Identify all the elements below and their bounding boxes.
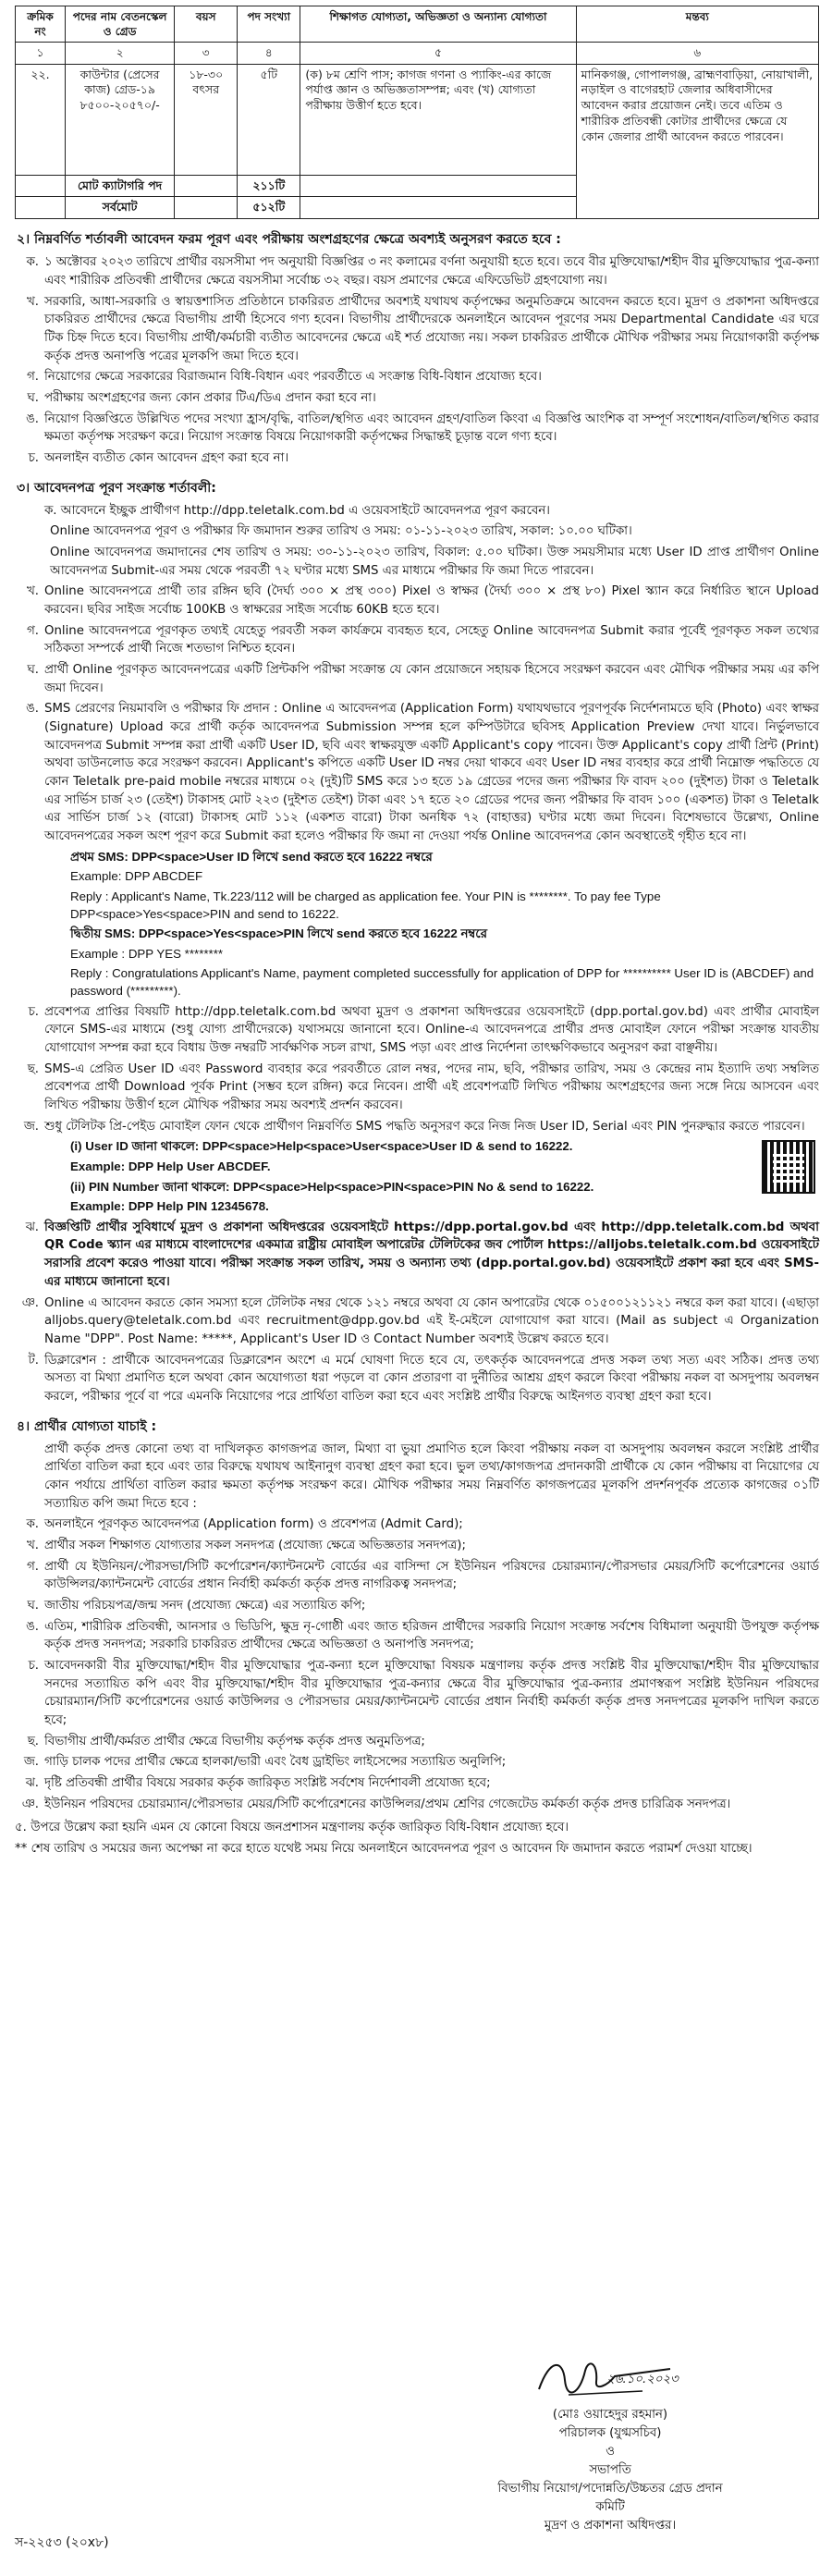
list-item <box>15 449 819 468</box>
item-text: ১ অক্টোবর ২০২৩ তারিখে প্রার্থীর বয়সসীমা পদ অনুযায়ী বিজ্ঞপ্তির ৩ নং কলামের বর্ণনা অনুযায়ী হতে হবে। তবে বীর মুক্তিযোদ্ধা/শহীদ বীর মুক্তিযোদ্ধার পুত্র-কন্যা এবং শারীরিক প্রতিবন্ধী প্রার্থীদের ক্ষেত্রে বয়সসীমা সর্বোচ্চ ৩২ বছর। বয়স প্রমাণের ক্ষেত্রে এফিডেভিট গ্রহণযোগ্য নয়। <box>44 255 819 288</box>
sub-item <box>50 544 819 580</box>
header-post: পদের নাম বেতনস্কেল ও গ্রেড <box>66 6 175 43</box>
item-text: আবেদনকারী বীর মুক্তিযোদ্ধা/শহীদ বীর মুক্তিযোদ্ধার পুত্র-কন্যা হলে মুক্তিযোদ্ধা বিষয়ক মন্ত্রণালয় কর্তৃক প্রদত্ত সংশ্লিষ্ট বীর মুক্তিযোদ্ধা/শহীদ বীর মুক্তিযোদ্ধার সনদের সত্যায়িত কপি এবং বীর মুক্তিযোদ্ধা/শহীদ বীর মুক্তিযোদ্ধার পুত্র-কন্যার ক্ষেত্রে বীর মুক্তিযোদ্ধার পুত্র-কন্যার প্রমাণস্বরূপ সংশ্লিষ্ট ইউনিয়ন পরিষদের চেয়ারম্যান/সিটি কর্পোরেশনের ওয়ার্ড কাউন্সিলর ও পৌরসভার মেয়র/ক্যান্টনমেন্ট বোর্ডের প্রধান নির্বাহী কর্মকর্তা কর্তৃক প্রদত্ত সনদপত্রের মূলকপি দাখিল করতে হবে; <box>44 1658 819 1727</box>
item-text: প্রার্থী যে ইউনিয়ন/পৌরসভা/সিটি কর্পোরেশন/ক্যান্টনমেন্ট বোর্ডের এর বাসিন্দা সে ইউনিয়ন পরিষদের চেয়ারম্যান/পৌরসভার মেয়র/সিটি কর্পোরেশনের ওয়ার্ড কাউন্সিলর/ক্যান্টনমেন্ট বোর্ডের প্রধান নির্বাহী কর্মকর্তা কর্তৃক প্রদত্ত নাগরিকত্ব সনদপত্র; <box>44 1559 819 1592</box>
sms2-label: দ্বিতীয় SMS: DPP<space>Yes<space>PIN লিখে send করতে হবে 16222 নম্বরে <box>70 926 487 941</box>
item-marker: খ. <box>27 294 39 309</box>
list-item <box>15 700 819 845</box>
deadline-note <box>15 1840 819 1858</box>
item-marker: ক. <box>26 1517 39 1532</box>
list-item <box>15 1618 819 1654</box>
item-text: এতিম, শারীরিক প্রতিবন্ধী, আনসার ও ভিডিপি, ক্ষুদ্র নৃ-গোষ্ঠী এবং জাত হরিজন প্রার্থীদের সরকারি নিয়োগ সংক্রান্ত সর্বশেষ বিধিমালা অনুযায়ী উপযুক্ত কর্তৃপক্ষ কর্তৃক প্রদত্ত সনদপত্র; সরকারি চাকরিরত প্রার্থীদের ক্ষেত্রে অভিজ্ঞতা ও অনাপত্তি সনদপত্র; <box>44 1619 819 1652</box>
item-marker: জ. <box>23 1119 39 1134</box>
apply-intro: ক. আবেদনে ইচ্ছুক প্রার্থীগণ http://dpp.teletalk.com.bd এ ওয়েবসাইটে আবেদনপত্র পূরণ করবেন। <box>44 503 550 518</box>
sms2-example: Example : DPP YES ******** <box>70 946 224 961</box>
item-marker: ঞ. <box>21 1295 39 1310</box>
item-marker: ঞ. <box>21 1797 39 1811</box>
item-marker: খ. <box>27 584 39 599</box>
section-2-list <box>15 253 819 467</box>
list-item <box>15 1753 819 1772</box>
col-number: ২ <box>66 43 175 64</box>
item-text: অনলাইনে পূরণকৃত আবেদনপত্র (Application form) ও প্রবেশপত্র (Admit Card); <box>44 1517 463 1532</box>
item-marker: ঘ. <box>27 391 39 406</box>
footer-code: স-২২৫৩ (২০x৮) <box>15 2535 109 2550</box>
signatory-committee: বিভাগীয় নিয়োগ/পদোন্নতি/উচ্চতর গ্রেড প্রদান কমিটি <box>497 2481 723 2514</box>
item-marker: জ. <box>23 1755 39 1770</box>
item-marker: চ. <box>28 451 39 466</box>
section-5 <box>15 1819 819 1837</box>
item-marker: ছ. <box>27 1061 39 1076</box>
apply-start: Online আবেদনপত্র পূরণ ও পরীক্ষার ফি জমাদান শুরুর তারিখ ও সময়: ০১-১১-২০২৩ তারিখ, সকাল: ১০.০০ ঘটিকা। <box>50 524 632 539</box>
section-3-title: ৩। আবেদনপত্র পূরণ সংক্রান্ত শর্তাবলী: <box>17 480 216 496</box>
item-marker: চ. <box>28 1658 39 1673</box>
row-count: ৫টি <box>238 64 300 175</box>
sms1-example: Example: DPP ABCDEF <box>70 869 203 884</box>
table-header-row <box>16 6 819 43</box>
list-item <box>15 1219 819 1292</box>
item-text: ৫. উপরে উল্লেখ করা হয়নি এমন যে কোনো বিষয়ে জনপ্রশাসন মন্ত্রণালয় কর্তৃক জারিকৃত বিধি-বিধান প্রযোজ্য হবে। <box>15 1821 569 1835</box>
item-text: ডিক্লারেশন : প্রার্থীকে আবেদনপত্রের ডিক্লারেশন অংশে এ মর্মে ঘোষণা দিতে হবে যে, তৎকর্তৃক আবেদনপত্রে প্রদত্ত সকল তথ্য সত্য এবং সঠিক। প্রদত্ত তথ্য অসত্য বা মিথ্যা প্রমাণিত হলে অথবা কোন অযোগ্যতা ধরা পড়লে বা কোন প্রতারণা বা দুর্নীতির আশ্রয় গ্রহণ করলে কিংবা পরীক্ষায় নকল বা অসদুপায় অবলম্বন করলে, পরীক্ষার পূর্বে বা পরে এমনকি নিয়োগের পরে প্রার্থিতা বাতিল করা হবে এবং সংশ্লিষ্ট প্রার্থীর বিরুদ্ধে আইনগত ব্যবস্থা গ্রহণ করা হবে। <box>44 1353 819 1404</box>
item-text: Online আবেদনপত্রে প্রার্থী তার রঙ্গিন ছবি (দৈর্ঘ্য ৩০০ × প্রস্থ ৩০০) Pixel ও স্বাক্ষর (দৈর্ঘ্য ৩০০ × প্রস্থ ৮০) Pixel স্ক্যান করে নির্ধারিত স্থানে Upload করবেন। ছবির সাইজ সর্বোচ্চ 100KB ও স্বাক্ষরের সাইজ সর্বোচ্চ 60KB হতে হবে। <box>44 584 819 618</box>
item-text: প্রার্থীর সকল শিক্ষাগত যোগ্যতার সকল সনদপত্র (প্রযোজ্য ক্ষেত্রে অভিজ্ঞতার সনদপত্র); <box>44 1538 466 1552</box>
list-item <box>15 411 819 447</box>
item-text: জাতীয় পরিচয়পত্র/জন্ম সনদ (প্রযোজ্য ক্ষেত্রে) এর সত্যায়িত কপি; <box>44 1598 366 1613</box>
item-text: SMS-এ প্রেরিত User ID এবং Password ব্যবহার করে পরবর্তীতে রোল নম্বর, পদের নাম, ছবি, পরীক্ষার তারিখ, সময় ও কেন্দ্রের নাম ইত্যাদি তথ্য সম্বলিত প্রবেশপত্র প্রার্থী Download পূর্বক Print (সম্ভব হলে রঙ্গিন) করে নিবেন। প্রার্থী এই প্রবেশপত্রটি লিখিত পরীক্ষায় অংশগ্রহণের জন্য সঙ্গে নিয়ে আসবেন এবং লিখিত পরীক্ষায় উত্তীর্ণ হলে মৌখিক পরীক্ষার সময় অবশ্যই প্রদর্শন করবেন। <box>44 1061 819 1113</box>
row-serial: ২২. <box>16 64 66 175</box>
section-4-intro <box>15 1441 819 1514</box>
list-item <box>15 1774 819 1793</box>
item-text: অনলাইন ব্যতীত কোন আবেদন গ্রহণ করা হবে না। <box>44 451 289 466</box>
col-number: ১ <box>16 43 66 64</box>
list-item <box>15 368 819 386</box>
list-item <box>15 583 819 619</box>
item-text: Online আবেদনপত্রে পূরণকৃত তথ্যই যেহেতু পরবর্তী সকল কার্যক্রমে ব্যবহৃত হবে, সেহেতু Online আবেদনপত্র Submit করার পূর্বেই পূরণকৃত সকল তথ্যের সঠিকতা সম্পর্কে প্রার্থী নিজে শতভাগ নিশ্চিত হবেন। <box>44 623 819 656</box>
recover-pin: (ii) PIN Number জানা থাকলে: DPP<space>Help<space>PIN<space>PIN No & send to 16222. <box>70 1179 594 1194</box>
list-item <box>15 253 819 289</box>
total-value: ২১১টি <box>238 175 300 197</box>
col-number: ৬ <box>576 43 818 64</box>
item-marker: খ. <box>27 1538 39 1552</box>
list-item <box>15 1796 819 1814</box>
item-marker: গ. <box>27 623 39 638</box>
item-marker: ঙ. <box>26 1619 39 1634</box>
item-text: Online এ আবেদন করতে কোন সমস্যা হলে টেলিটক নম্বর থেকে ১২১ নম্বরে অথবা যে কোন অপারেটর থেকে ০১৫০০১২১১২১ নম্বরে কল করা যাবে। (এছাড়া alljobs.query@teletalk.com.bd এবং recruitment@dpp.gov.bd এই ই-মেইলে যোগাযোগ করা যাবে। (Mail as subject এ Organization Name "DPP". Post Name: *****, Applicant's User ID ও Contact Number অবশ্যই উল্লেখ করতে হবে। <box>44 1295 819 1346</box>
item-text: নিয়োগ বিজ্ঞপ্তিতে উল্লিখিত পদের সংখ্যা হ্রাস/বৃদ্ধি, বাতিল/স্থগিত এবং আবেদন গ্রহণ/বাতিল কিংবা এ বিজ্ঞপ্তি আংশিক বা সম্পূর্ণ সংশোধন/বাতিল/স্থগিত করার ক্ষমতা কর্তৃপক্ষ সংরক্ষণ করে। নিয়োগ সংক্রান্ত বিষয়ে নিয়োগকারী কর্তৃপক্ষের সিদ্ধান্তই চূড়ান্ত বলে গণ্য হবে। <box>44 411 819 445</box>
list-item <box>15 1558 819 1594</box>
header-qualification: শিক্ষাগত যোগ্যতা, অভিজ্ঞতা ও অন্যান্য যোগ্যতা <box>300 6 576 43</box>
sms1-label: প্রথম SMS: DPP<space>User ID লিখে send করতে হবে 16222 নম্বরে <box>70 849 433 864</box>
section-2-title: ২। নিম্নবর্ণিত শর্তাবলী আবেদন ফরম পূরণ এবং পরীক্ষায় অংশগ্রহণের ক্ষেত্রে অবশ্যই অনুসরণ করতে হবে : <box>17 232 561 248</box>
list-item <box>15 1733 819 1751</box>
col-number: ৫ <box>300 43 576 64</box>
item-marker: চ. <box>28 1004 39 1019</box>
signature-image <box>490 2349 730 2389</box>
row-qualification: (ক) ৮ম শ্রেণি পাস; কাগজ গণনা ও প্যাকিং-এর কাজে পর্যাপ্ত জ্ঞান ও অভিজ্ঞতাসম্পন্ন; এবং (খ) যোগ্যতা পরীক্ষায় উত্তীর্ণ হতে হবে। <box>300 64 576 175</box>
item-marker: ঝ. <box>25 1775 39 1790</box>
item-text: গাড়ি চালক পদের প্রার্থীর ক্ষেত্রে হালকা/ভারী এবং বৈধ ড্রাইভিং লাইসেন্সের সত্যায়িত অনুলিপি; <box>44 1755 507 1770</box>
header-serial: ক্রমিক নং <box>16 6 66 43</box>
posts-table <box>15 6 819 219</box>
section-4-title: ৪। প্রার্থীর যোগ্যতা যাচাই : <box>17 1418 157 1434</box>
list-item <box>15 1118 819 1136</box>
recover-pin-example: Example: DPP Help PIN 12345678. <box>70 1199 269 1214</box>
header-age: বয়স <box>175 6 238 43</box>
grand-value: ৫১২টি <box>238 197 300 219</box>
signatory-office: মুদ্রণ ও প্রকাশনা অধিদপ্তর। <box>544 2518 677 2533</box>
qr-code-icon[interactable] <box>762 1140 815 1194</box>
apply-end: Online আবেদনপত্র জমাদানের শেষ তারিখ ও সময়: ৩০-১১-২০২৩ তারিখ, বিকাল: ৫.০০ ঘটিকা। উক্ত সময়সীমার মধ্যে User ID প্রাপ্ত প্রার্থীগণ Online আবেদনপত্র Submit-এর সময় থেকে পরবর্তী ৭২ ঘণ্টার মধ্যে SMS এর মাধ্যমে পরীক্ষার ফি জমা দিতে পারবেন। <box>50 546 819 578</box>
list-item <box>15 1352 819 1406</box>
header-remarks: মন্তব্য <box>576 6 818 43</box>
column-number-row <box>16 43 819 64</box>
item-text: নিয়োগের ক্ষেত্রে সরকারের বিরাজমান বিধি-বিধান এবং পরবর্তীতে এ সংক্রান্ত বিধি-বিধান প্রযোজ্য হবে। <box>44 370 542 385</box>
list-item <box>15 1515 819 1534</box>
item-marker: ঘ. <box>27 663 39 678</box>
item-text: শুধু টেলিটক প্রি-পেইড মোবাইল ফোন থেকে প্রার্থীগণ নিম্নবর্ণিত SMS পদ্ধতি অনুসরণ করে নিজ নিজ User ID, Serial এবং PIN পুনরুদ্ধার করতে পারবেন। <box>44 1119 805 1134</box>
item-text: ** শেষ তারিখ ও সময়ের জন্য অপেক্ষা না করে হাতে যথেষ্ট সময় নিয়ে অনলাইনে আবেদনপত্র পূরণ ও আবেদন ফি জমাদান করতে পরামর্শ দেওয়া যাচ্ছে। <box>15 1841 752 1856</box>
signatory-designation: পরিচালক (যুগ্মসচিব) <box>558 2425 662 2440</box>
item-marker: ঝ. <box>25 1220 39 1234</box>
list-item <box>15 293 819 366</box>
item-text: বিজ্ঞপ্তিটি প্রার্থীর সুবিধার্থে মুদ্রণ ও প্রকাশনা অধিদপ্তরের ওয়েবসাইটে https://dpp.portal.gov.bd এবং http://dpp.teletalk.com.bd অথবা QR Code স্ক্যান এর মাধ্যমে বাংলাদেশের একমাত্র রাষ্ট্রীয় মোবাইল অপারেটর টেলিটকের জব পোর্টাল https://alljobs.teletalk.com.bd ওয়েবসাইটে সরাসরি প্রবেশ করেও পাওয়া যাবে। পরীক্ষা সংক্রান্ত সকল তারিখ, সময় ও অন্যান্য তথ্য (dpp.portal.gov.bd) ওয়েবসাইটে প্রকাশ করা হবে এবং SMS-এর মাধ্যমে জানানো হবে। <box>44 1220 819 1289</box>
item-text: প্রার্থী কর্তৃক প্রদত্ত কোনো তথ্য বা দাখিলকৃত কাগজপত্র জাল, মিথ্যা বা ভুয়া প্রমাণিত হলে কিংবা পরীক্ষায় নকল বা অসদুপায় অবলম্বন করলে সংশ্লিষ্ট প্রার্থীর প্রার্থিতা বাতিল করা হবে এবং তার বিরুদ্ধে যথাযথ আইনানুগ ব্যবস্থা গ্রহণ করা হবে। ভুল তথ্য/কাগজপত্র প্রদানকারী প্রার্থীকে যে কোন পরীক্ষায় বা নিয়োগের যে কোন পর্যায়ে প্রার্থিতা বাতিল করার ক্ষমতা কর্তৃপক্ষ সংরক্ষণ করে। মৌখিক পরীক্ষার সময় নিম্নবর্ণিত কাগজপত্রের মূলকপি প্রদর্শনপূর্বক প্রত্যেক কাগজের ০১টি সত্যায়িত কপি জমা দিতে হবে : <box>44 1441 819 1511</box>
list-item <box>15 1003 819 1058</box>
item-marker: ট. <box>28 1353 39 1368</box>
row-age: ১৮-৩০ বৎসর <box>175 64 238 175</box>
list-item <box>15 502 819 521</box>
item-text: সরকারি, আধা-সরকারি ও স্বায়ত্তশাসিত প্রতিষ্ঠানে চাকরিরত প্রার্থীদের অবশ্যই যথাযথ কর্তৃপক্ষের অনুমতিক্রমে আবেদন করতে হবে। মুদ্রণ ও প্রকাশনা অধিদপ্তরে চাকরিরত প্রার্থীদের ক্ষেত্রে বিভাগীয় প্রার্থী হিসেবে গণ্য হবেন। বিভাগীয় প্রার্থীদেরকে অনলাইনে আবেদন পূরণের সময় Departmental Candidate এর ঘরে টিক চিহ্ন দিতে হবে। বিভাগীয় প্রার্থী/কর্মচারী ব্যতীত আবেদনের ক্ষেত্রে এই শর্ত প্রযোজ্য নয়। সকল চাকরিরত প্রার্থীকে মৌখিক পরীক্ষার সময় নিয়োগকারী কর্তৃপক্ষ কর্তৃক প্রদত্ত অনাপত্তি পত্রের মূলকপি জমা দিতে হবে। <box>44 294 819 363</box>
item-marker: ঘ. <box>27 1598 39 1613</box>
signature-block <box>490 2349 730 2535</box>
list-item <box>15 1061 819 1115</box>
header-count: পদ সংখ্যা <box>238 6 300 43</box>
signatory-name: (মোঃ ওয়াহেদুর রহমান) <box>552 2407 668 2422</box>
item-text: SMS প্রেরণের নিয়মাবলি ও পরীক্ষার ফি প্রদান : Online এ আবেদনপত্র (Application Form) যথাযথভাবে পূরণপূর্বক নির্দেশনামতে ছবি (Photo) এবং স্বাক্ষর (Signature) Upload করে প্রার্থী কর্তৃক আবেদনপত্র Submission সম্পন্ন হলে কম্পিউটারে ছবিসহ Application Preview দেখা যাবে। নির্ভুলভাবে আবেদনপত্র Submit সম্পন্ন করা প্রার্থী একটি User ID, ছবি এবং স্বাক্ষরযুক্ত একটি Applicant's copy পাবেন। উক্ত Applicant's copy প্রার্থী প্রিন্ট (Print) অথবা ডাউনলোড করে সংরক্ষণ করবেন। Applicant's কপিতে একটি User ID নম্বর দেয়া থাকবে এবং User ID নম্বর ব্যবহার করে প্রার্থী নিম্নোক্ত পদ্ধতিতে যে কোন Teletalk pre-paid mobile নম্বরের মাধ্যমে ০২ (দুই)টি SMS করে ১৩ হতে ১৯ গ্রেডের পদের জন্য পরীক্ষার ফি বাবদ ২০০ (দুইশত) টাকা ও Teletalk এর সার্ভিস চার্জ ২৩ (তেইশ) টাকাসহ মোট ২২৩ (দুইশত তেইশ) টাকা এবং ১৭ হতে ২০ গ্রেডের পদের জন্য পরীক্ষার ফি বাবদ ১০০ (একশত) টাকা ও Teletalk এর সার্ভিস চার্জ ১২ (বারো) টাকাসহ মোট ১১২ (একশত বারো) টাকা অনধিক ৭২ (বাহাত্তর) ঘণ্টার মধ্যে জমা দিবেন। বিশেষভাবে উল্লেখ্য, Online আবেদনপত্রের সকল অংশ পূরণ করে Submit করা হলেও পরীক্ষার ফি জমা না দেওয়া পর্যন্ত Online আবেদনপত্র কোন অবস্থাতেই গৃহীত হবে না। <box>44 702 819 844</box>
item-marker: ঙ. <box>26 411 39 426</box>
item-marker: গ. <box>27 370 39 385</box>
sms2-reply: Reply : Congratulations Applicant's Name, payment completed successfully for application of DPP for ********** User ID is (ABCDEF) and password (*********). <box>70 966 814 999</box>
table-row <box>16 64 819 175</box>
sub-item <box>50 522 819 541</box>
list-item <box>15 1597 819 1615</box>
signatory-and: ও <box>606 2444 615 2459</box>
item-marker: ছ. <box>27 1734 39 1748</box>
item-text: বিভাগীয় প্রার্থী/কর্মরত প্রার্থীর ক্ষেত্রে বিভাগীয় কর্তৃপক্ষ কর্তৃক প্রদত্ত অনুমতিপত্র; <box>44 1734 425 1748</box>
row-remarks: মানিকগঞ্জ, গোপালগঞ্জ, ব্রাহ্মণবাড়িয়া, নোয়াখালী, নড়াইল ও বাগেরহাট জেলার অধিবাসীদের আবেদন করার প্রয়োজন নেই। তবে এতিম ও শারীরিক প্রতিবন্ধী কোটার প্রার্থীদের ক্ষেত্রে যে কোন জেলার প্রার্থী আবেদন করতে পারবেন। <box>576 64 818 219</box>
signature-date: ২৬.১০.২০২৩ <box>606 2373 679 2386</box>
sms1-reply: Reply : Applicant's Name, Tk.223/112 will be charged as application fee. Your PIN is ********. To pay fee Type DPP<space>Yes<space>PIN and send to 16222. <box>70 889 661 921</box>
item-text: ইউনিয়ন পরিষদের চেয়ারম্যান/পৌরসভার মেয়র/সিটি কর্পোরেশনের কাউন্সিলর/প্রথম শ্রেণির গেজেটেড কর্মকর্তা কর্তৃক প্রদত্ত চারিত্রিক সনদপত্র। <box>44 1797 731 1811</box>
item-text: প্রবেশপত্র প্রাপ্তির বিষয়টি http://dpp.teletalk.com.bd অথবা মুদ্রণ ও প্রকাশনা অধিদপ্তরের ওয়েবসাইটে (dpp.portal.gov.bd) এবং প্রার্থীর মোবাইল ফোনে SMS-এর মাধ্যমে (শুধু যোগ্য প্রার্থীদেরকে) যথাসময়ে জানানো হবে। Online-এ আবেদনপত্রে প্রার্থীর প্রদত্ত মোবাইল ফোনে পরীক্ষা সংক্রান্ত যাবতীয় যোগাযোগ সম্পন্ন করা হবে বিধায় উক্ত নম্বরটি সার্বক্ষণিক সচল রাখা, SMS পড়া এবং প্রাপ্ত নির্দেশনা তাৎক্ষণিকভাবে অনুসরণ করা বাঞ্ছনীয়। <box>44 1004 819 1056</box>
col-number: ৪ <box>238 43 300 64</box>
list-item <box>15 1537 819 1555</box>
list-item <box>15 1657 819 1730</box>
list-item <box>15 1294 819 1349</box>
row-post: কাউন্টার (প্রেসের কাজ) গ্রেড-১৯ ৮৫০০-২০৫৭০/- <box>66 64 175 175</box>
recover-user-id-example: Example: DPP Help User ABCDEF. <box>70 1159 271 1173</box>
item-marker: ক. <box>26 255 39 270</box>
list-item <box>15 661 819 697</box>
item-text: পরীক্ষায় অংশগ্রহণের জন্য কোন প্রকার টিএ/ডিএ প্রদান করা হবে না। <box>44 391 376 406</box>
grand-label: সর্বমোট <box>66 197 175 219</box>
item-marker: ঙ. <box>26 702 39 717</box>
total-label: মোট ক্যাটাগরি পদ <box>66 175 175 197</box>
list-item <box>15 389 819 408</box>
item-text: প্রার্থী Online পূরণকৃত আবেদনপত্রের একটি প্রিন্টকপি পরীক্ষা সংক্রান্ত যে কোন প্রয়োজনে সহায়ক হিসেবে সংরক্ষণ করবেন এবং মৌখিক পরীক্ষার সময় এর কপি জমা দিবেন। <box>44 663 819 695</box>
item-text: দৃষ্টি প্রতিবন্ধী প্রার্থীর বিষয়ে সরকার কর্তৃক জারিকৃত সংশ্লিষ্ট সর্বশেষ নির্দেশাবলী প্রযোজ্য হবে; <box>44 1775 491 1790</box>
col-number: ৩ <box>175 43 238 64</box>
signatory-role: সভাপতি <box>589 2462 631 2477</box>
item-marker: গ. <box>27 1559 39 1574</box>
recover-user-id: (i) User ID জানা থাকলে: DPP<space>Help<space>User<space>User ID & send to 16222. <box>70 1139 573 1154</box>
list-item <box>15 622 819 658</box>
